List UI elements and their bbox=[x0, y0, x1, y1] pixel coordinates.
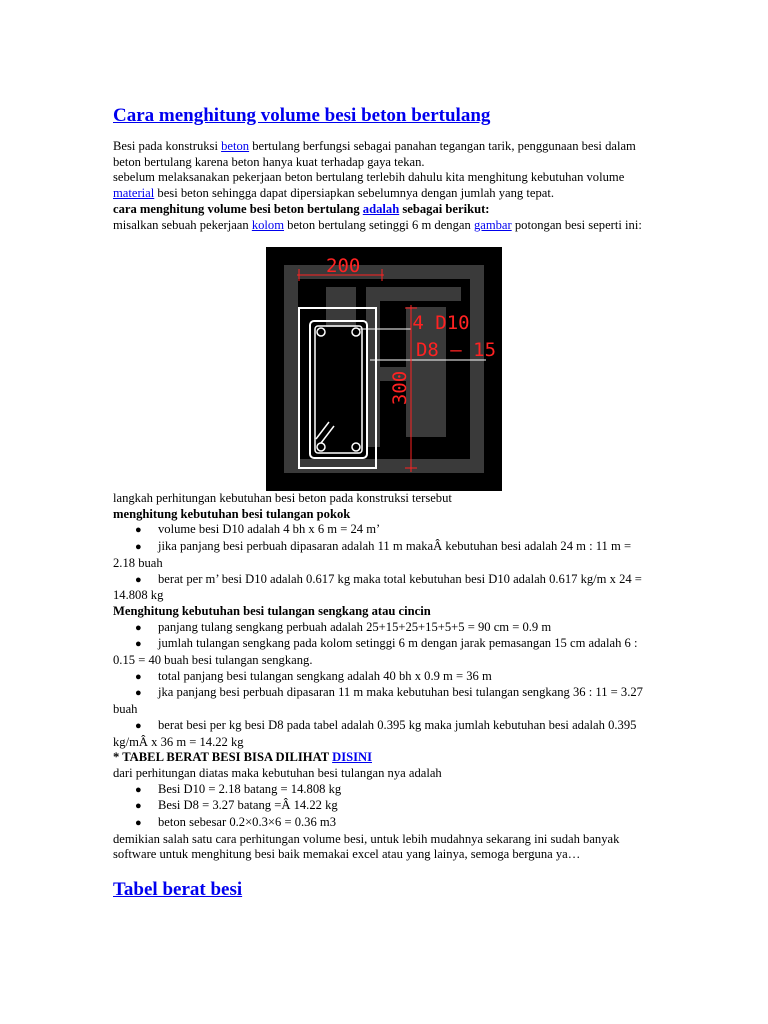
bullet-icon: ● bbox=[135, 719, 142, 732]
link-kolom[interactable]: kolom bbox=[251, 217, 285, 232]
bullet-icon: ● bbox=[135, 541, 142, 554]
link-gambar[interactable]: gambar bbox=[473, 217, 512, 232]
intro-paragraph-4: misalkan sebuah pekerjaan kolom beton bertulang setinggi 6 m dengan gambar potongan besi seperti ini: bbox=[113, 217, 642, 232]
bullet-icon: ● bbox=[135, 783, 142, 796]
bullet-icon: ● bbox=[135, 573, 142, 586]
bullet-icon: ● bbox=[135, 638, 142, 651]
link-beton[interactable]: beton bbox=[221, 139, 250, 153]
section2-list bbox=[113, 620, 653, 751]
summary-intro: dari perhitungan diatas maka kebutuhan besi tulangan nya adalah bbox=[113, 765, 442, 780]
height-dimension-label: 300 bbox=[389, 370, 411, 406]
intro-paragraph-3: cara menghitung volume besi beton bertulang adalah sebagai berikut: bbox=[113, 201, 490, 216]
steps-intro: langkah perhitungan kebutuhan besi beton pada konstruksi tersebut bbox=[113, 491, 452, 505]
list-item: ● total panjang besi tulangan sengkang adalah 40 bh x 0.9 m = 36 m bbox=[113, 669, 653, 686]
intro-paragraph-1: Besi pada konstruksi beton bertulang berfungsi sebagai panahan tegangan tarik, penggunaan besi dalam beton bertulang karena beton hanya kuat terhadap gaya tekan. bbox=[113, 139, 636, 169]
list-item: ● Besi D8 = 3.27 batang =Â 14.22 kg bbox=[113, 798, 653, 815]
column-section-drawing bbox=[266, 247, 502, 491]
list-item: ● jumlah tulangan sengkang pada kolom setinggi 6 m dengan jarak pemasangan 15 cm adalah 6 : 0.15 = 40 buah besi tulangan sengkang. bbox=[113, 636, 638, 668]
section1-list bbox=[113, 522, 653, 604]
link-disini[interactable]: DISINI bbox=[332, 750, 372, 765]
page-title[interactable]: Cara menghitung volume besi beton bertulang bbox=[113, 105, 491, 126]
list-item: ● volume besi D10 adalah 4 bh x 6 m = 24 m’ bbox=[113, 522, 653, 539]
closing-paragraph: demikian salah satu cara perhitungan volume besi, untuk lebih mudahnya sekarang ini sudah banyak software untuk menghitung besi baik memakai excel atau yang lainya, semoga berguna ya… bbox=[113, 831, 620, 862]
list-item: ● beton sebesar 0.2×0.3×6 = 0.36 m3 bbox=[113, 815, 653, 832]
bullet-icon: ● bbox=[135, 524, 142, 537]
calculation-section bbox=[113, 491, 653, 863]
list-item: ● jika panjang besi perbuah dipasaran adalah 11 m makaÂ kebutuhan besi adalah 24 m : 11 m = 2.18 buah bbox=[113, 539, 632, 570]
width-dimension-label: 200 bbox=[326, 255, 361, 277]
intro-paragraph-2: sebelum melaksanakan pekerjaan beton bertulang terlebih dahulu kita menghitung kebutuhan volume material besi beton sehingga dapat dipersiapkan sebelumnya dengan jumlah yang tepat. bbox=[113, 170, 625, 201]
bullet-icon: ● bbox=[135, 817, 142, 830]
intro-section bbox=[113, 139, 653, 233]
link-adalah[interactable]: adalah bbox=[362, 201, 400, 216]
link-material[interactable]: material bbox=[113, 186, 155, 201]
list-item: ● Besi D10 = 2.18 batang = 14.808 kg bbox=[113, 782, 653, 799]
main-bar-label: 4 D10 bbox=[412, 312, 470, 334]
list-item: ● panjang tulang sengkang perbuah adalah 25+15+25+15+5+5 = 90 cm = 0.9 m bbox=[113, 620, 653, 637]
list-item: ● jka panjang besi perbuah dipasaran 11 m maka kebutuhan besi tulangan sengkang 36 : 11 = 3.27 buah bbox=[113, 685, 643, 717]
section1-title: menghitung kebutuhan besi tulangan pokok bbox=[113, 506, 351, 521]
list-item: ● berat per m’ besi D10 adalah 0.617 kg maka total kebutuhan besi D10 adalah 0.617 kg/m x 24 = 14.808 kg bbox=[113, 571, 642, 603]
bullet-icon: ● bbox=[135, 687, 142, 700]
section2-title: Menghitung kebutuhan besi tulangan sengkang atau cincin bbox=[113, 603, 431, 618]
bullet-icon: ● bbox=[135, 670, 142, 683]
section-heading-tabel[interactable]: Tabel berat besi bbox=[113, 879, 243, 900]
list-item: ● berat besi per kg besi D8 pada tabel adalah 0.395 kg maka jumlah kebutuhan besi adalah 0.395 kg/mÂ x 36 m = 14.22 kg bbox=[113, 717, 637, 749]
table-note: * TABEL BERAT BESI BISA DILIHAT DISINI bbox=[113, 750, 372, 765]
bullet-icon: ● bbox=[135, 621, 142, 634]
bullet-icon: ● bbox=[135, 800, 142, 813]
stirrup-label: D8 – 15 bbox=[415, 339, 497, 361]
summary-list bbox=[113, 782, 653, 832]
